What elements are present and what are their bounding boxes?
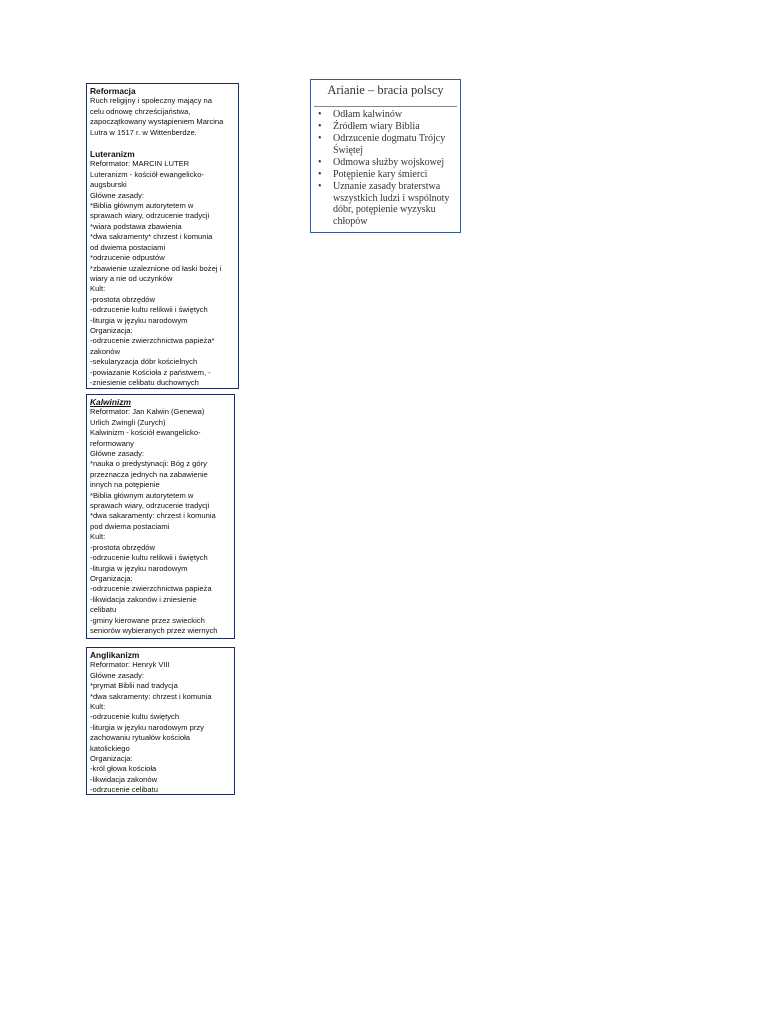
text-line: -odrzucenie zwierzchnictwa papieża* [90, 336, 215, 346]
anglikanizm-box [86, 647, 235, 795]
section-heading: Reformacja [90, 86, 136, 96]
arianie-panel [310, 79, 461, 233]
text-line: -liturgia w języku narodowym [90, 315, 188, 325]
text-line: -zniesienie celibatu duchownych [90, 377, 199, 387]
text-line: sprawach wiary, odrzucenie tradycji [90, 501, 210, 511]
text-line: sprawach wiary, odrzucenie tradycji [90, 211, 210, 221]
text-line: -likwidacja zakonów i zniesienie [90, 594, 197, 604]
reformacja-luteranizm-box [86, 83, 239, 389]
text-line: -odrzucenie kultu relikwii i świętych [90, 305, 208, 315]
arianie-item: • Odłam kalwinów [333, 109, 460, 121]
text-line: *dwa sakramenty* chrzest i komunia [90, 232, 213, 242]
arianie-list [311, 109, 460, 227]
text-line: Urlich Zwingli (Zurych) [90, 417, 166, 427]
spacer [90, 138, 235, 149]
text-line: Kult: [90, 702, 106, 712]
text-line: -prostota obrzędów [90, 294, 156, 304]
text-line: Reformator: Jan Kalwin (Genewa) [90, 407, 205, 417]
text-line: *nauka o predystynacji: Bóg z góry [90, 459, 207, 469]
section-heading: Kalwinizm [90, 397, 131, 407]
text-line: Luteranizm - kościół ewangelicko- [90, 169, 204, 179]
text-line: Kult: [90, 532, 106, 542]
arianie-item: • Odmowa służby wojskowej [333, 157, 460, 169]
text-line: Główne zasady: [90, 449, 145, 459]
text-line: pod dwiema postaciami [90, 521, 170, 531]
text-line: Główne zasady: [90, 670, 145, 680]
text-line: seniorów wybieranych przez wiernych [90, 625, 218, 635]
text-line: -król głowa kościoła [90, 764, 157, 774]
text-line: katolickiego [90, 743, 130, 753]
text-line: *dwa sakaramenty: chrzest i komunia [90, 511, 216, 521]
text-line: -sekularyzacja dóbr kościelnych [90, 357, 198, 367]
text-line: *zbawienie uzaleznione od łaski bożej i [90, 263, 222, 273]
text-line: *Biblia głównym autorytetem w [90, 490, 194, 500]
text-line: Reformator: Henryk VIII [90, 660, 170, 670]
text-line: *prymat Biblii nad tradycja [90, 681, 178, 691]
text-line: przeznacza jednych na zabawienie [90, 469, 208, 479]
text-line: *wiara podstawa zbawienia [90, 221, 182, 231]
arianie-item: • Źródłem wiary Biblia [333, 121, 460, 133]
text-line: celu odnowę chrześcijaństwa, [90, 106, 191, 116]
text-line: *odrzucenie odpustów [90, 253, 165, 263]
text-line: Kult: [90, 284, 106, 294]
text-line: -gminy kierowane przez swieckich [90, 615, 205, 625]
text-line: zapoczątkowany wystąpieniem Marcina [90, 117, 224, 127]
text-line: -prostota obrzędów [90, 542, 156, 552]
text-line: augsburski [90, 180, 127, 190]
text-line: -likwidacja zakonów [90, 774, 158, 784]
text-line: -odrzucenie celibatu [90, 785, 158, 795]
text-line: Kalwinizm - kościół ewangelicko- [90, 428, 201, 438]
text-line: zakonów [90, 346, 120, 356]
text-line: Organizacja: [90, 325, 133, 335]
text-line: celibatu [90, 605, 117, 615]
text-line: -liturgia w języku narodowym przy [90, 722, 204, 732]
text-line: *dwa sakramenty: chrzest i komunia [90, 691, 212, 701]
text-line: -liturgia w języku narodowym [90, 563, 188, 573]
text-line: Organizacja: [90, 754, 133, 764]
text-line: *Biblia głównym autorytetem w [90, 201, 194, 211]
arianie-item: • Uznanie zasady braterstwa wszystkich ludzi i wspólnoty dóbr, potępienie wyzysku chłopów [333, 181, 460, 227]
text-line: reformowany [90, 438, 134, 448]
text-line: innych na potępienie [90, 480, 160, 490]
text-line: Organizacja: [90, 573, 133, 583]
kalwinizm-box [86, 394, 235, 639]
section-heading: Luteranizm [90, 149, 135, 160]
arianie-item: • Potępienie kary śmierci [333, 169, 460, 181]
text-line: -powiazanie Kościoła z państwem, - [90, 367, 211, 377]
text-line: Lutra w 1517 r. w Wittenberdze. [90, 127, 197, 137]
text-line: -odrzucenie kultu relikwii i świętych [90, 553, 208, 563]
text-line: -odrzucenie zwierzchnictwa papieża [90, 584, 212, 594]
text-line: Główne zasady: [90, 190, 145, 200]
text-line: wiary a nie od uczynków [90, 273, 173, 283]
arianie-title: Arianie – bracia polscy [327, 83, 444, 97]
text-line: Reformator: MARCIN LUTER [90, 159, 190, 169]
arianie-divider [314, 106, 457, 107]
arianie-item: • Odrzucenie dogmatu Trójcy Świętej [333, 133, 460, 156]
text-line: zachowaniu rytuałów kościoła [90, 733, 191, 743]
text-line: Ruch religijny i społeczny mający na [90, 96, 212, 106]
section-heading: Anglikanizm [90, 650, 140, 660]
text-line: od dwiema postaciami [90, 242, 166, 252]
text-line: -odrzucenie kultu świętych [90, 712, 180, 722]
